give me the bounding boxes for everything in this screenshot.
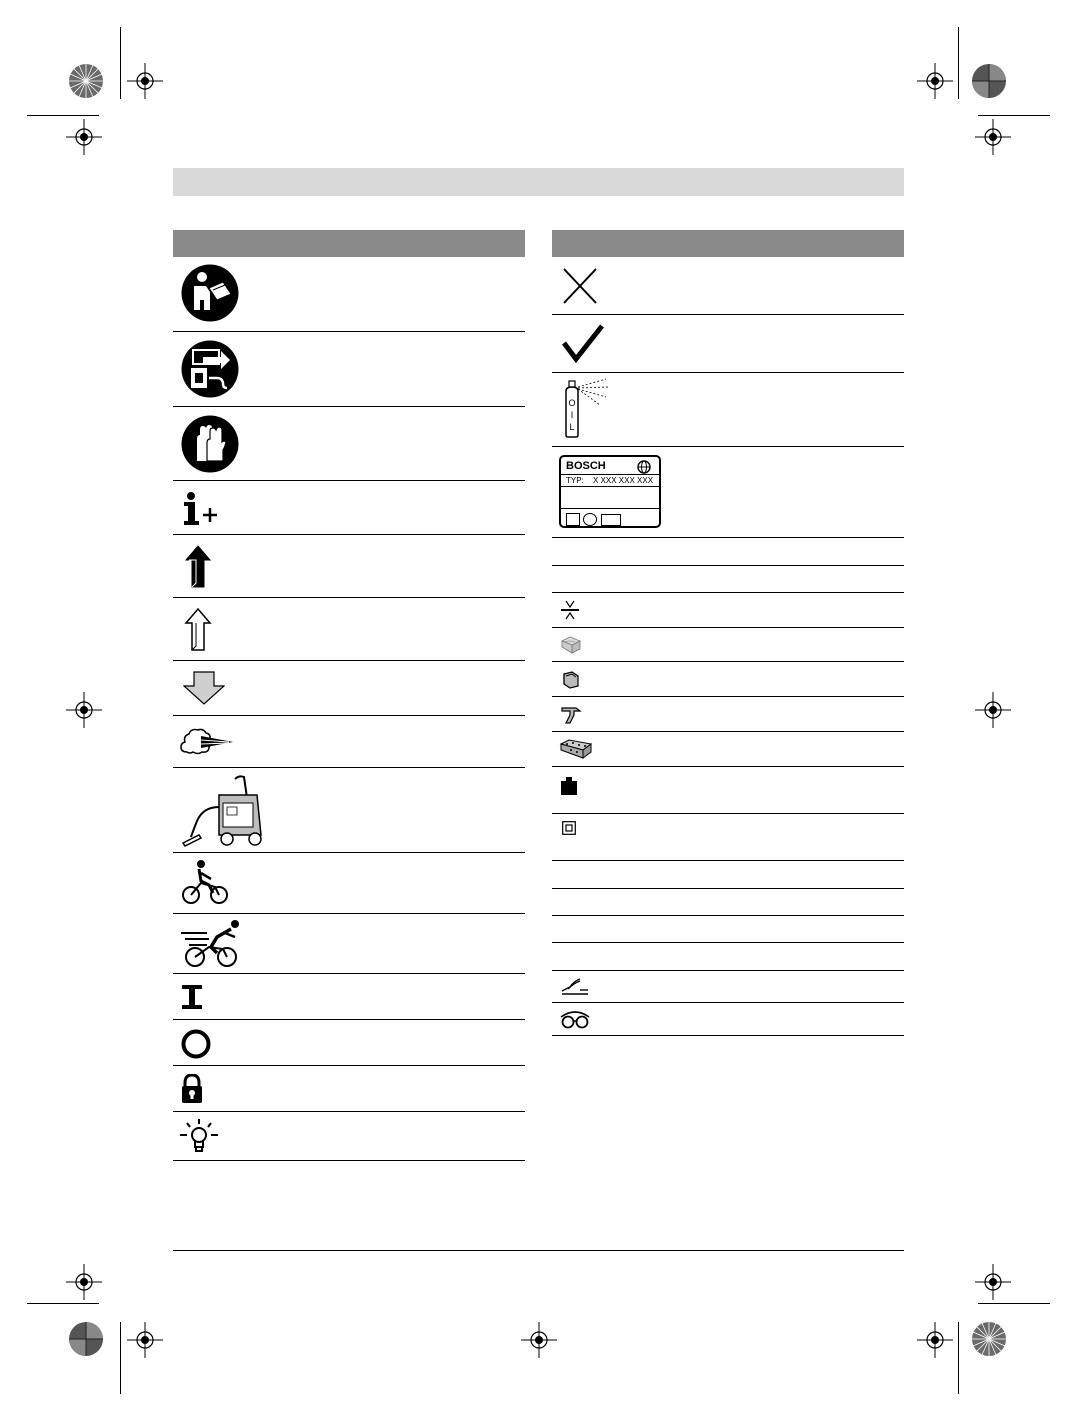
dust-emission-icon [179, 726, 235, 758]
nameplate-circle-mark [583, 513, 597, 526]
oil-letter-o: O [568, 398, 576, 408]
oil-spray-icon [556, 377, 612, 439]
wear-gloves-icon [181, 415, 239, 473]
symbol-row [552, 662, 904, 697]
symbol-row [173, 598, 525, 661]
registration-mark-left-upper [66, 119, 102, 155]
symbol-row [552, 593, 904, 628]
nameplate-type-label: TYP: [566, 476, 584, 485]
symbol-row [173, 914, 525, 974]
left-column-header [173, 230, 525, 257]
symbol-row [552, 257, 904, 315]
symbol-row [173, 661, 525, 716]
slow-cyclist-icon [181, 859, 229, 907]
symbol-row [552, 566, 904, 593]
color-mark-bottom-left [68, 1321, 104, 1357]
symbol-row [552, 889, 904, 916]
symbol-row [552, 861, 904, 889]
color-mark-top-right [971, 63, 1007, 99]
dust-extractor-icon [179, 773, 271, 847]
symbol-row [173, 768, 525, 853]
lock-icon [181, 1074, 203, 1104]
registration-mark-right-middle [975, 692, 1011, 728]
check-icon [561, 323, 605, 363]
symbol-row [552, 916, 904, 943]
symbol-row [552, 315, 904, 373]
nameplate-rect-mark [601, 514, 621, 526]
symbol-row [173, 716, 525, 768]
symbol-row [552, 1003, 904, 1036]
symbol-row [552, 447, 904, 538]
symbol-row [552, 628, 904, 662]
nameplate-type-number: X XXX XXX XXX [593, 476, 654, 485]
registration-mark-bottom-center [521, 1322, 557, 1358]
nameplate-square-mark [566, 513, 580, 526]
symbol-row [173, 1066, 525, 1112]
symbol-row [173, 481, 525, 535]
registration-mark-bottom-left [127, 1322, 163, 1358]
symbol-row [173, 1020, 525, 1066]
registration-mark-left-middle [66, 692, 102, 728]
nameplate-icon [559, 455, 661, 528]
symbol-row [552, 767, 904, 814]
footer-rule [173, 1250, 904, 1251]
profile-material-icon [560, 705, 582, 725]
metal-material-icon [560, 670, 580, 690]
weight-icon [560, 776, 578, 796]
globe-icon [637, 460, 651, 474]
arrow-down-icon [183, 671, 225, 705]
symbol-row [173, 332, 525, 407]
symbol-row [173, 974, 525, 1020]
registration-mark-top-left [127, 63, 163, 99]
power-off-icon [181, 1029, 211, 1059]
cut-depth-icon [560, 600, 580, 620]
registration-mark-right-lower [975, 1264, 1011, 1300]
symbol-row [552, 943, 904, 971]
protection-class-icon [562, 821, 576, 835]
wood-material-icon [560, 635, 582, 655]
info-plus-icon [181, 491, 221, 527]
symbol-row [173, 535, 525, 598]
right-column-header [552, 230, 904, 257]
starburst-mark-bottom-right [971, 1321, 1007, 1357]
registration-mark-right-upper [975, 119, 1011, 155]
filled-arrow-up-icon [183, 545, 213, 589]
power-on-icon [181, 984, 203, 1010]
symbol-row [173, 257, 525, 332]
starburst-mark-top-left [68, 63, 104, 99]
read-manual-icon [181, 264, 239, 322]
symbol-row [173, 1112, 525, 1161]
registration-mark-bottom-right [917, 1322, 953, 1358]
fast-cyclist-icon [179, 919, 247, 969]
safety-glasses-icon [559, 1009, 591, 1029]
symbol-row [552, 538, 904, 566]
hand-protection-icon [560, 977, 590, 997]
page-header-bar [173, 168, 904, 196]
oil-letter-l: L [569, 422, 575, 432]
unplug-icon [181, 340, 239, 398]
symbol-row [173, 853, 525, 914]
outline-arrow-up-icon [183, 608, 213, 652]
symbol-row [552, 971, 904, 1003]
right-symbol-table [552, 257, 904, 1036]
symbol-row [552, 732, 904, 767]
symbol-row [173, 407, 525, 481]
symbol-row [552, 697, 904, 732]
registration-mark-top-right [917, 63, 953, 99]
oil-letter-i: I [570, 410, 574, 420]
stone-material-icon [559, 738, 593, 760]
lamp-icon [179, 1118, 219, 1156]
nameplate-brand: BOSCH [566, 460, 606, 472]
symbol-row [552, 814, 904, 861]
left-symbol-table [173, 257, 525, 1161]
registration-mark-left-lower [66, 1264, 102, 1300]
symbol-row [552, 373, 904, 447]
cross-icon [561, 266, 599, 306]
